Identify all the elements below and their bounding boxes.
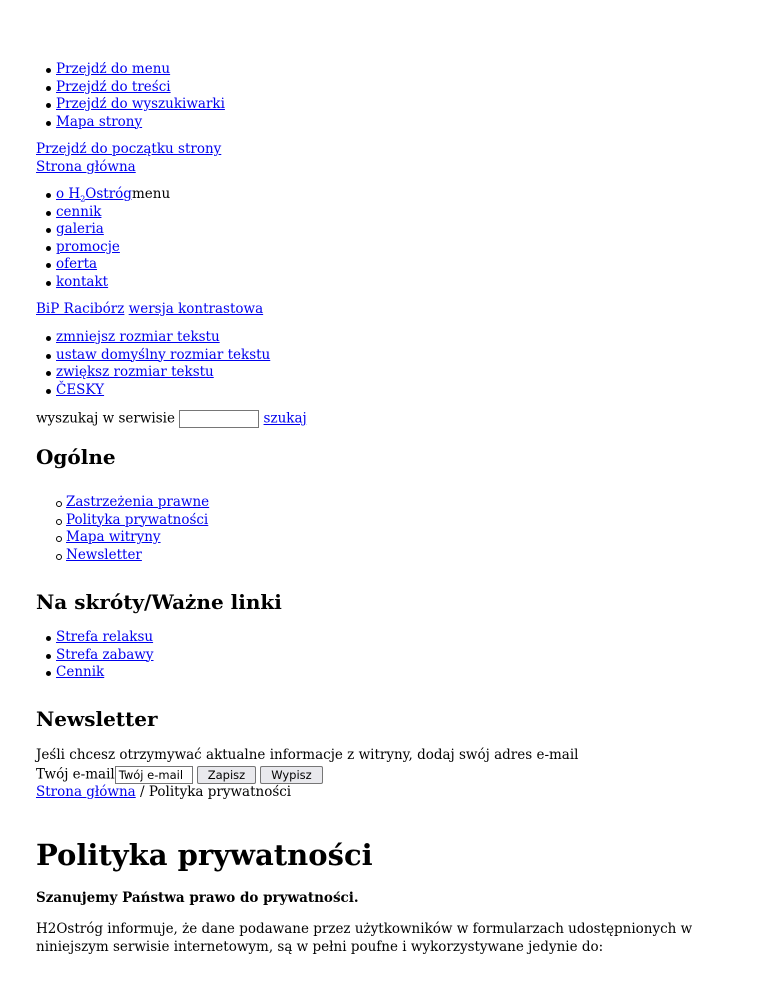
main-menu (46, 186, 170, 291)
decrease-text-size-link[interactable]: zmniejsz rozmiar tekstu (56, 329, 220, 345)
bip-link[interactable]: BiP Racibórz (36, 301, 125, 317)
skip-links (46, 61, 225, 131)
menu-link-about[interactable] (56, 186, 132, 202)
menu-link-kontakt[interactable]: kontakt (56, 273, 109, 290)
breadcrumb-home-link[interactable]: Strona główna (36, 783, 136, 800)
menu-link-oferta[interactable]: oferta (56, 256, 98, 272)
unsubscribe-button[interactable]: Wypisz (260, 766, 323, 784)
top-links (36, 141, 221, 176)
subscribe-button[interactable]: Zapisz (197, 766, 256, 784)
newsletter-heading: Newsletter (36, 707, 158, 731)
newsletter-info: Jeśli chcesz otrzymywać aktualne informacje z witryny, dodaj swój adres e-mail (36, 747, 579, 763)
increase-text-size-link[interactable]: zwiększ rozmiar tekstu (56, 364, 214, 380)
breadcrumb-separator: / (135, 783, 149, 800)
breadcrumb (36, 784, 736, 802)
default-text-size-link[interactable]: ustaw domyślny rozmiar tekstu (56, 346, 271, 363)
fun-zone-link[interactable]: Strefa zabawy (56, 646, 154, 663)
general-item-newsletter (66, 547, 209, 565)
extra-links (36, 301, 263, 319)
menu-label: menu (131, 186, 171, 202)
menu-about-suffix: Ostróg (85, 186, 132, 202)
menu-item-cennik (56, 204, 170, 222)
relax-zone-link[interactable]: Strefa relaksu (56, 629, 154, 645)
prices-link[interactable]: Cennik (56, 664, 105, 680)
text-tools (46, 329, 270, 399)
sitemap-link[interactable]: Mapa strony (56, 113, 143, 130)
content-paragraph: H2Ostróg informuje, że dane podawane przez użytkowników w formularzach udostępnionych w niniejszym serwisie internetowym, są w pełni poufne i wykorzystywane jedynie do: (36, 921, 693, 955)
legal-notice-link[interactable]: Zastrzeżenia prawne (66, 494, 210, 510)
menu-item-kontakt (56, 274, 170, 292)
email-label: Twój e-mail (36, 766, 115, 782)
text-tool-default (56, 347, 270, 365)
skip-link-menu (56, 61, 225, 79)
site-map-link[interactable]: Mapa witryny (66, 529, 161, 545)
shortcut-item-prices (56, 664, 154, 682)
text-tool-smaller (56, 329, 270, 347)
privacy-policy-link[interactable]: Polityka prywatności (66, 511, 209, 528)
email-field[interactable]: Twój e-mail (115, 766, 193, 784)
shortcut-item-fun (56, 647, 154, 665)
menu-link-galeria[interactable]: galeria (56, 221, 104, 237)
menu-item-galeria (56, 221, 170, 239)
menu-item-oferta (56, 256, 170, 274)
search-button[interactable]: szukaj (263, 410, 307, 427)
czech-language-link[interactable]: ČESKY (56, 381, 105, 398)
skip-link-sitemap (56, 114, 225, 132)
general-item-sitemap (66, 529, 209, 547)
shortcut-item-relax (56, 629, 154, 647)
menu-item-promocje (56, 239, 170, 257)
menu-link-promocje[interactable]: promocje (56, 238, 120, 255)
menu-about-prefix: o H (56, 186, 81, 202)
general-links (36, 494, 209, 564)
newsletter-link[interactable]: Newsletter (66, 546, 142, 563)
skip-link-content (56, 79, 225, 97)
menu-about-sub: 2 (80, 194, 86, 204)
contrast-version-link[interactable]: wersja kontrastowa (128, 301, 264, 317)
general-item-privacy (66, 512, 209, 530)
home-link[interactable]: Strona główna (36, 158, 136, 175)
general-item-legal (66, 494, 209, 512)
skip-to-content-link[interactable]: Przejdź do treści (56, 78, 171, 95)
text-tool-czech (56, 382, 270, 400)
search-label: wyszukaj w serwisie (36, 410, 175, 427)
page-title: Polityka prywatności (36, 838, 373, 872)
shortcuts-heading: Na skróty/Ważne linki (36, 590, 282, 614)
content-lead: Szanujemy Państwa prawo do prywatności. (36, 890, 359, 906)
shortcut-links (46, 629, 154, 682)
skip-link-search (56, 96, 225, 114)
skip-to-search-link[interactable]: Przejdź do wyszukiwarki (56, 96, 225, 112)
search-input[interactable] (179, 410, 259, 428)
skip-to-menu-link[interactable]: Przejdź do menu (56, 61, 171, 77)
breadcrumb-current: Polityka prywatności (148, 783, 292, 800)
to-top-link[interactable]: Przejdź do początku strony (36, 141, 222, 157)
text-tool-larger (56, 364, 270, 382)
menu-item-about (56, 186, 170, 204)
general-heading: Ogólne (36, 445, 116, 469)
menu-link-cennik[interactable]: cennik (56, 203, 102, 220)
newsletter-form (36, 747, 736, 801)
search-bar (36, 410, 307, 428)
